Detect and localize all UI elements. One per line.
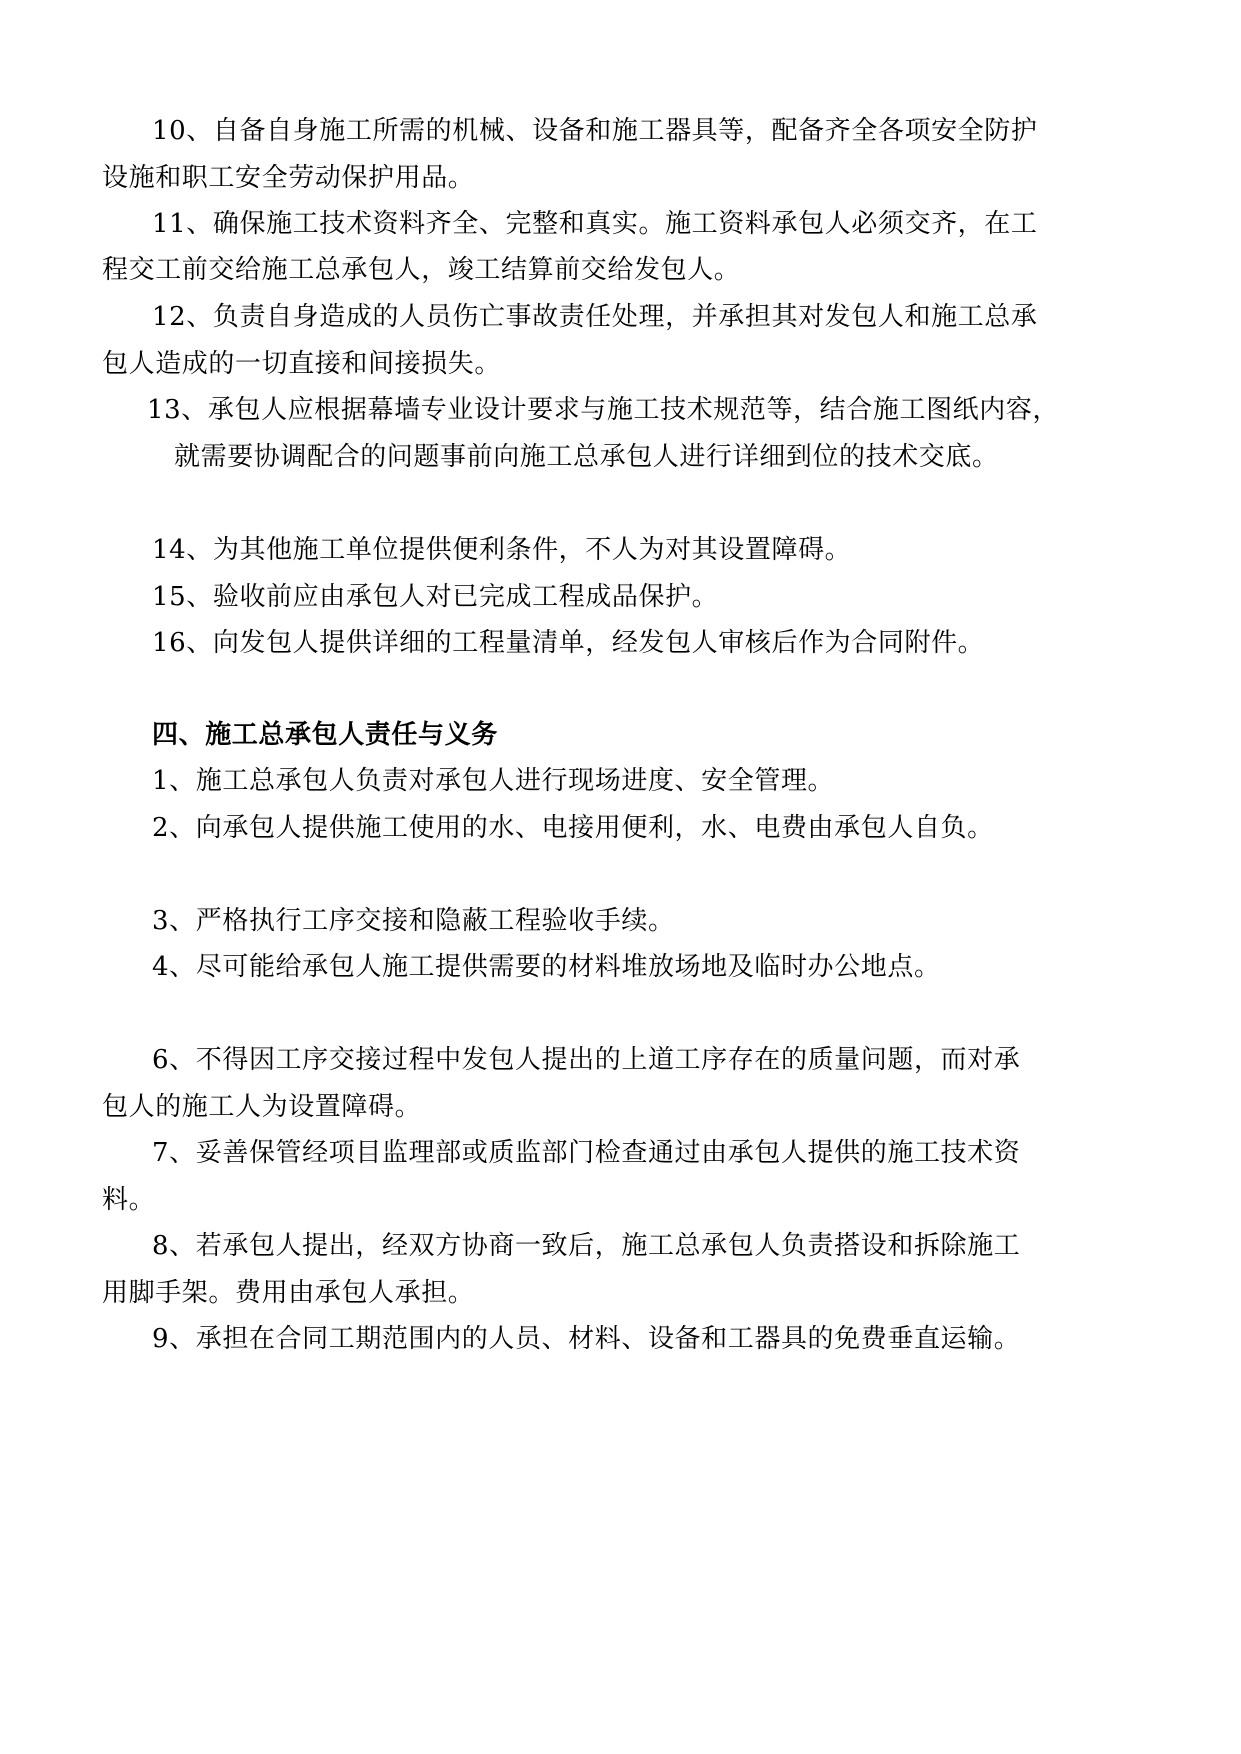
section-item-2-line-1: 2、向承包人提供施工使用的水、电接用便利，水、电费由承包人自负。	[152, 813, 994, 843]
item-13-line-2: 就需要协调配合的问题事前向施工总承包人进行详细到位的技术交底。	[174, 442, 999, 472]
section-item-4-line-1: 4、尽可能给承包人施工提供需要的材料堆放场地及临时办公地点。	[152, 952, 941, 982]
item-16-line-1: 16、向发包人提供详细的工程量清单，经发包人审核后作为合同附件。	[152, 628, 985, 658]
section-item-7-line-2: 料。	[102, 1185, 156, 1215]
section-item-6-line-1: 6、不得因工序交接过程中发包人提出的上道工序存在的质量问题，而对承	[152, 1045, 1021, 1075]
section-item-8-line-1: 8、若承包人提出，经双方协商一致后，施工总承包人负责搭设和拆除施工	[152, 1231, 1021, 1261]
section-item-7-line-1: 7、妥善保管经项目监理部或质监部门检查通过由承包人提供的施工技术资	[152, 1138, 1021, 1168]
item-13-line-1: 13、承包人应根据幕墙专业设计要求与施工技术规范等，结合施工图纸内容，	[147, 395, 1060, 425]
item-14-line-1: 14、为其他施工单位提供便利条件，不人为对其设置障碍。	[152, 535, 852, 565]
section-item-6-line-2: 包人的施工人为设置障碍。	[102, 1092, 422, 1122]
item-10-line-1: 10、自备自身施工所需的机械、设备和施工器具等，配备齐全各项安全防护	[152, 116, 1038, 146]
item-12-line-2: 包人造成的一切直接和间接损失。	[102, 349, 502, 379]
item-10-line-2: 设施和职工安全劳动保护用品。	[102, 163, 475, 193]
section-item-3-line-1: 3、严格执行工序交接和隐蔽工程验收手续。	[152, 906, 675, 936]
item-15-line-1: 15、验收前应由承包人对已完成工程成品保护。	[152, 582, 719, 612]
section-heading: 四、施工总承包人责任与义务	[152, 720, 498, 750]
item-11-line-1: 11、确保施工技术资料齐全、完整和真实。施工资料承包人必须交齐，在工	[152, 209, 1038, 239]
section-item-8-line-2: 用脚手架。费用由承包人承担。	[102, 1278, 475, 1308]
section-item-1-line-1: 1、施工总承包人负责对承包人进行现场进度、安全管理。	[152, 766, 835, 796]
item-12-line-1: 12、负责自身造成的人员伤亡事故责任处理，并承担其对发包人和施工总承	[152, 302, 1038, 332]
section-item-9-line-1: 9、承担在合同工期范围内的人员、材料、设备和工器具的免费垂直运输。	[152, 1324, 1021, 1354]
item-11-line-2: 程交工前交给施工总承包人，竣工结算前交给发包人。	[102, 255, 741, 285]
